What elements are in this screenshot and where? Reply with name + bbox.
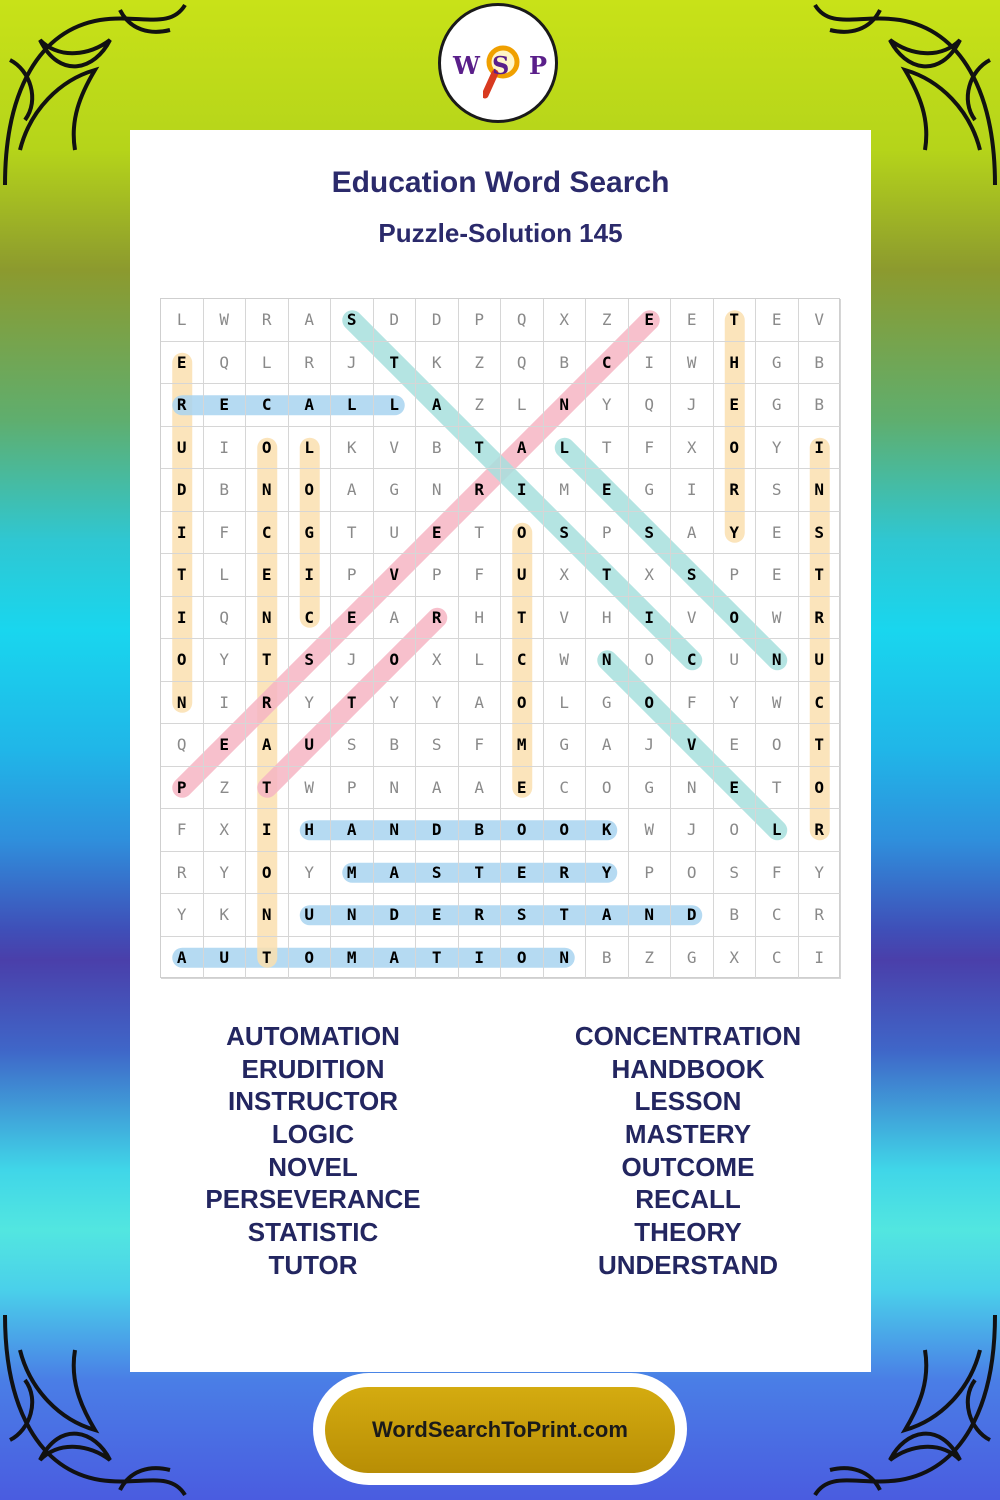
logo-letter-s: S (492, 51, 510, 80)
grid-cell: H (586, 597, 629, 640)
grid-cell: O (799, 767, 842, 810)
grid-cell: H (714, 342, 757, 385)
word-list-item: AUTOMATION (226, 1021, 400, 1051)
grid-cell: R (544, 852, 587, 895)
grid-cell: B (799, 384, 842, 427)
grid-cell: I (501, 469, 544, 512)
grid-cell: A (374, 937, 417, 980)
grid-cell: O (671, 852, 714, 895)
grid-cell: W (289, 767, 332, 810)
grid-cell: Z (586, 299, 629, 342)
grid-cell: W (204, 299, 247, 342)
grid-cell: S (714, 852, 757, 895)
grid-cell: S (629, 512, 672, 555)
grid-cell: M (331, 852, 374, 895)
grid-cell: R (714, 469, 757, 512)
grid-cell: A (459, 767, 502, 810)
grid-cell: X (544, 554, 587, 597)
grid-cell: S (501, 894, 544, 937)
grid-cell: O (544, 809, 587, 852)
grid-cell: R (416, 597, 459, 640)
grid-cell: N (246, 894, 289, 937)
grid-cell: E (671, 299, 714, 342)
word-list-item: LESSON (634, 1086, 742, 1117)
grid-cell: Q (204, 597, 247, 640)
grid-cell: E (331, 597, 374, 640)
grid-cell: T (586, 554, 629, 597)
grid-cell: L (459, 639, 502, 682)
grid-cell: I (161, 512, 204, 555)
grid-cell: M (331, 937, 374, 980)
grid-cell: R (246, 682, 289, 725)
grid-cell: E (714, 724, 757, 767)
grid-cell: E (714, 767, 757, 810)
grid-cell: A (246, 724, 289, 767)
grid-cell: N (331, 894, 374, 937)
word-list-item: ERUDITION (241, 1053, 385, 1084)
grid-cell: C (246, 512, 289, 555)
grid-cell: W (756, 597, 799, 640)
grid-cell: W (629, 809, 672, 852)
grid-cell: G (544, 724, 587, 767)
grid-cell: A (671, 512, 714, 555)
grid-cell: J (331, 639, 374, 682)
grid-cell: F (629, 427, 672, 470)
grid-cell: N (161, 682, 204, 725)
grid-cell: C (501, 639, 544, 682)
word-list-item: UNDERSTAND (597, 1249, 779, 1280)
grid-cell: I (799, 937, 842, 980)
grid-cell: J (629, 724, 672, 767)
grid-cell: A (289, 299, 332, 342)
grid-cell: P (416, 554, 459, 597)
grid-cell: I (459, 937, 502, 980)
grid-cell: X (204, 809, 247, 852)
grid-cell: C (671, 639, 714, 682)
grid-cell: X (544, 299, 587, 342)
grid-cell: F (161, 809, 204, 852)
word-list-item: INSTRUCTOR (228, 1086, 398, 1117)
grid-cell: Y (756, 427, 799, 470)
grid-cell: N (671, 767, 714, 810)
grid-cell: W (544, 639, 587, 682)
grid-cell: C (289, 597, 332, 640)
grid-cell: L (161, 299, 204, 342)
word-list-column-1 (128, 1020, 498, 1282)
grid-cell: O (246, 427, 289, 470)
grid-cell: O (756, 724, 799, 767)
grid-cell: X (714, 937, 757, 980)
grid-cell: B (586, 937, 629, 980)
grid-cell: N (756, 639, 799, 682)
grid-cell: L (246, 342, 289, 385)
word-list-item: MASTERY (624, 1119, 752, 1150)
logo-letter-w: W (453, 51, 480, 80)
grid-cell: S (331, 299, 374, 342)
grid-cell: R (246, 299, 289, 342)
grid-cell: O (501, 682, 544, 725)
grid-cell: C (756, 937, 799, 980)
grid-cell: I (204, 427, 247, 470)
grid-cell: Y (714, 512, 757, 555)
grid-cell: S (331, 724, 374, 767)
grid-cell: O (289, 937, 332, 980)
page-title: Education Word Search (331, 166, 670, 199)
grid-cell: T (586, 427, 629, 470)
grid-cell: R (799, 597, 842, 640)
grid-cell: R (459, 894, 502, 937)
grid-cell: T (331, 682, 374, 725)
grid-cell: P (714, 554, 757, 597)
grid-cell: V (671, 724, 714, 767)
grid-cell: M (501, 724, 544, 767)
grid-cell: O (714, 597, 757, 640)
grid-cell: G (586, 682, 629, 725)
grid-cell: T (246, 767, 289, 810)
grid-cell: L (289, 427, 332, 470)
grid-cell: R (161, 384, 204, 427)
grid-cell: G (756, 342, 799, 385)
grid-cell: B (416, 427, 459, 470)
grid-cell: G (756, 384, 799, 427)
grid-cell: E (416, 894, 459, 937)
grid-cell: A (416, 767, 459, 810)
grid-cell: T (459, 427, 502, 470)
grid-cell: Y (289, 682, 332, 725)
grid-cell: E (161, 342, 204, 385)
grid-cell: V (799, 299, 842, 342)
grid-cell: N (416, 469, 459, 512)
grid-cell: T (756, 767, 799, 810)
grid-cell: D (416, 809, 459, 852)
grid-cell: X (671, 427, 714, 470)
word-list-item: RECALL (635, 1184, 741, 1215)
grid-cell: T (416, 937, 459, 980)
grid-cell: T (331, 512, 374, 555)
grid-cell: O (501, 937, 544, 980)
grid-cell: E (586, 469, 629, 512)
grid-cell: I (671, 469, 714, 512)
grid-cell: S (544, 512, 587, 555)
grid-cell: J (331, 342, 374, 385)
grid-cell: X (629, 554, 672, 597)
grid-cell: I (629, 597, 672, 640)
grid-cell: Y (289, 852, 332, 895)
grid-cell: B (374, 724, 417, 767)
grid-cell: L (374, 384, 417, 427)
grid-cell: I (246, 809, 289, 852)
grid-cell: O (374, 639, 417, 682)
grid-cell: Z (204, 767, 247, 810)
grid-cell: E (416, 512, 459, 555)
grid-cell: K (204, 894, 247, 937)
grid-cell: O (629, 682, 672, 725)
grid-cell: K (416, 342, 459, 385)
grid-cell: K (586, 809, 629, 852)
grid-cell: S (799, 512, 842, 555)
grid-cell: R (459, 469, 502, 512)
grid-cell: F (459, 724, 502, 767)
grid-cell: U (714, 639, 757, 682)
word-list-item: TUTOR (268, 1249, 358, 1280)
grid-cell: E (204, 724, 247, 767)
grid-cell: A (289, 384, 332, 427)
grid-cell: E (629, 299, 672, 342)
page-subtitle: Puzzle-Solution 145 (378, 218, 623, 248)
grid-cell: Q (204, 342, 247, 385)
grid-cell: Y (204, 852, 247, 895)
grid-cell: R (799, 894, 842, 937)
grid-cell: U (799, 639, 842, 682)
grid-cell: E (501, 767, 544, 810)
grid-cell: X (416, 639, 459, 682)
grid-cell: N (629, 894, 672, 937)
grid-cell: F (756, 852, 799, 895)
grid-cell: T (374, 342, 417, 385)
grid-cell: D (161, 469, 204, 512)
grid-cell: V (374, 554, 417, 597)
grid-cell: Y (374, 682, 417, 725)
grid-cell: A (416, 384, 459, 427)
grid-cell: F (671, 682, 714, 725)
grid-cell: Q (501, 299, 544, 342)
grid-cell: T (501, 597, 544, 640)
grid-cell: I (289, 554, 332, 597)
grid-cell: F (204, 512, 247, 555)
grid-cell: T (459, 852, 502, 895)
word-list-column-2 (503, 1020, 873, 1282)
grid-cell: H (289, 809, 332, 852)
grid-cell: O (501, 809, 544, 852)
grid-cell: P (629, 852, 672, 895)
grid-cell: H (459, 597, 502, 640)
grid-cell: T (161, 554, 204, 597)
word-list-item: LOGIC (271, 1119, 355, 1150)
grid-cell: G (374, 469, 417, 512)
grid-cell: E (756, 512, 799, 555)
grid-cell: A (374, 597, 417, 640)
grid-cell: A (586, 894, 629, 937)
grid-cell: N (586, 639, 629, 682)
grid-cell: L (331, 384, 374, 427)
grid-cell: I (629, 342, 672, 385)
word-list-item: STATISTIC (247, 1217, 379, 1248)
grid-cell: A (459, 682, 502, 725)
grid-cell: U (289, 894, 332, 937)
grid-cell: U (289, 724, 332, 767)
grid-cell: T (459, 512, 502, 555)
grid-cell: S (756, 469, 799, 512)
grid-cell: G (629, 767, 672, 810)
logo-letter-p: P (529, 51, 548, 80)
grid-cell: N (374, 809, 417, 852)
grid-cell: L (544, 682, 587, 725)
grid-cell: O (501, 512, 544, 555)
word-list-item: OUTCOME (621, 1151, 755, 1182)
grid-cell: Y (416, 682, 459, 725)
grid-cell: O (714, 809, 757, 852)
grid-cell: E (501, 852, 544, 895)
grid-cell: D (374, 299, 417, 342)
site-link-label: WordSearchToPrint.com (325, 1387, 675, 1473)
grid-cell: P (586, 512, 629, 555)
grid-cell: A (586, 724, 629, 767)
grid-cell: E (204, 384, 247, 427)
grid-cell: L (204, 554, 247, 597)
grid-cell: Z (459, 342, 502, 385)
grid-cell: E (246, 554, 289, 597)
grid-cell: I (161, 597, 204, 640)
grid-cell: T (544, 894, 587, 937)
grid-cell: Y (714, 682, 757, 725)
grid-cell: L (756, 809, 799, 852)
word-list-item: THEORY (634, 1217, 742, 1248)
grid-cell: P (331, 767, 374, 810)
grid-cell: N (544, 384, 587, 427)
grid-cell: G (671, 937, 714, 980)
grid-cell: N (246, 597, 289, 640)
grid-cell: Q (629, 384, 672, 427)
grid-cell: T (714, 299, 757, 342)
grid-cell: A (161, 937, 204, 980)
grid-cell: Y (799, 852, 842, 895)
grid-cell: A (331, 469, 374, 512)
grid-cell: T (246, 937, 289, 980)
grid-cell: U (204, 937, 247, 980)
wsp-logo[interactable] (438, 3, 558, 123)
grid-cell: P (331, 554, 374, 597)
grid-cell: O (629, 639, 672, 682)
grid-cell: A (374, 852, 417, 895)
grid-cell: C (586, 342, 629, 385)
grid-cell: O (161, 639, 204, 682)
grid-cell: N (246, 469, 289, 512)
grid-cell: P (161, 767, 204, 810)
grid-cell: J (671, 809, 714, 852)
grid-cell: B (204, 469, 247, 512)
grid-cell: W (671, 342, 714, 385)
grid-cell: C (799, 682, 842, 725)
grid-cell: L (544, 427, 587, 470)
grid-cell: O (714, 427, 757, 470)
grid-cell: R (161, 852, 204, 895)
grid-cell: O (246, 852, 289, 895)
grid-cell: T (799, 554, 842, 597)
grid-cell: L (501, 384, 544, 427)
grid-cell: B (714, 894, 757, 937)
grid-cell: D (416, 299, 459, 342)
grid-cell: O (289, 469, 332, 512)
grid-cell: V (544, 597, 587, 640)
grid-cell: E (756, 299, 799, 342)
grid-cell: Z (459, 384, 502, 427)
grid-cell: O (586, 767, 629, 810)
grid-cell: G (289, 512, 332, 555)
grid-cell: I (204, 682, 247, 725)
grid-cell: J (671, 384, 714, 427)
grid-cell: R (799, 809, 842, 852)
grid-cell: V (374, 427, 417, 470)
grid-cell: M (544, 469, 587, 512)
grid-cell: E (714, 384, 757, 427)
grid-cell: G (629, 469, 672, 512)
grid-cell: F (459, 554, 502, 597)
word-list-item: CONCENTRATION (574, 1021, 802, 1051)
grid-cell: K (331, 427, 374, 470)
grid-cell: C (246, 384, 289, 427)
grid-cell: Y (161, 894, 204, 937)
grid-cell: N (544, 937, 587, 980)
grid-cell: B (544, 342, 587, 385)
grid-cell: C (756, 894, 799, 937)
word-search-grid (160, 298, 840, 978)
grid-cell: S (289, 639, 332, 682)
puzzle-panel (130, 130, 871, 1372)
grid-cell: A (331, 809, 374, 852)
grid-cell: Q (161, 724, 204, 767)
word-list-item: HANDBOOK (611, 1053, 765, 1084)
grid-cell: I (799, 427, 842, 470)
grid-cell: Y (586, 384, 629, 427)
grid-cell: Z (629, 937, 672, 980)
grid-cell: E (756, 554, 799, 597)
grid-cell: Y (204, 639, 247, 682)
grid-cell: D (374, 894, 417, 937)
word-list-item: NOVEL (268, 1151, 358, 1182)
grid-cell: C (544, 767, 587, 810)
word-list-item: PERSEVERANCE (205, 1184, 421, 1215)
grid-cell: Y (586, 852, 629, 895)
grid-cell: T (246, 639, 289, 682)
grid-cell: T (799, 724, 842, 767)
grid-cell: S (671, 554, 714, 597)
grid-cell: N (374, 767, 417, 810)
grid-cell: N (799, 469, 842, 512)
grid-cell: S (416, 852, 459, 895)
grid-cell: R (289, 342, 332, 385)
grid-cell: D (671, 894, 714, 937)
grid-cell: U (501, 554, 544, 597)
grid-cell: B (799, 342, 842, 385)
grid-cell: B (459, 809, 502, 852)
grid-cell: V (671, 597, 714, 640)
grid-cell: U (374, 512, 417, 555)
grid-cell: Q (501, 342, 544, 385)
grid-cell: U (161, 427, 204, 470)
site-link-button[interactable] (313, 1373, 687, 1485)
grid-cell: P (459, 299, 502, 342)
grid-cell: A (501, 427, 544, 470)
grid-cell: S (416, 724, 459, 767)
grid-cell: W (756, 682, 799, 725)
